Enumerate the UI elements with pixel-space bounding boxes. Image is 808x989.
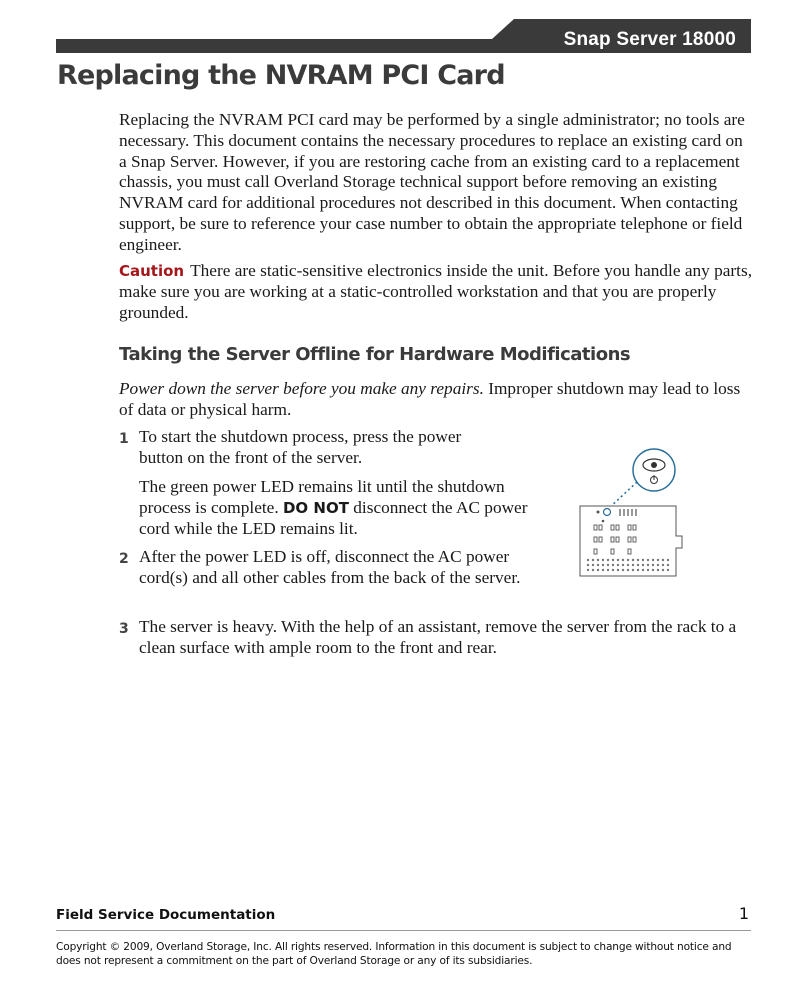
step-1-note-before: The green power LED remains lit until the shutdown process is complete.: [139, 477, 505, 517]
section-heading: Taking the Server Offline for Hardware Modifications: [119, 344, 631, 365]
step-1-text: To start the shutdown process, press the power button on the front of the server.: [139, 427, 462, 467]
footer-page-number: 1: [738, 904, 749, 923]
footer-doc-label: Field Service Documentation: [56, 907, 276, 923]
page-title: Replacing the NVRAM PCI Card: [57, 60, 505, 91]
led-b: [602, 520, 605, 523]
section-lead: [119, 379, 754, 421]
step-3-number: 3: [119, 621, 129, 637]
step-1-note-bold: DO NOT: [282, 498, 349, 517]
power-button-illustration: [574, 440, 684, 580]
step-2-text: After the power LED is off, disconnect the AC power cord(s) and all other cables from the back of the server.: [139, 547, 521, 587]
step-1-note: [139, 477, 549, 539]
lead-italic: Power down the server before you make any repairs.: [119, 379, 484, 398]
caution-text: There are static-sensitive electronics inside the unit. Before you handle any parts, make sure you are working at a static-controlled workstation and that you are properly grounded.: [119, 261, 753, 322]
led-a: [597, 511, 600, 514]
step-3-text: The server is heavy. With the help of an assistant, remove the server from the rack to a clean surface with ample room to the front and rear.: [139, 617, 737, 657]
header-product-title: Snap Server 18000: [563, 29, 736, 50]
caution-label: Caution: [119, 262, 185, 280]
step-2-number: 2: [119, 551, 129, 567]
step-1-note-after: disconnect the AC power cord while the LED remains lit.: [139, 497, 528, 538]
caution-note: [119, 261, 754, 323]
copyright-notice: Copyright © 2009, Overland Storage, Inc. All rights reserved. Information in this document is subject to change without notice and does not represent a commitment on the part of Overland Storage or any of its subsidiaries.: [56, 941, 732, 967]
eye-pupil: [651, 462, 657, 468]
intro-paragraph: Replacing the NVRAM PCI card may be performed by a single administrator; no tools are necessary. This document contains the necessary procedures to replace an existing card on a Snap Server. However, if you are restoring cache from an existing card to a replacement chassis, you must call Overland Storage technical support before removing an existing NVRAM card for additional procedures not described in this document. When contacting support, be sure to reference your case number to obtain the appropriate telephone or field engineer.: [119, 110, 745, 254]
callout-circle: [633, 449, 675, 491]
lead-rest: Improper shutdown may lead to loss of data or physical harm.: [119, 379, 741, 419]
step-1-number: 1: [119, 431, 129, 447]
footer-divider: [56, 930, 751, 931]
